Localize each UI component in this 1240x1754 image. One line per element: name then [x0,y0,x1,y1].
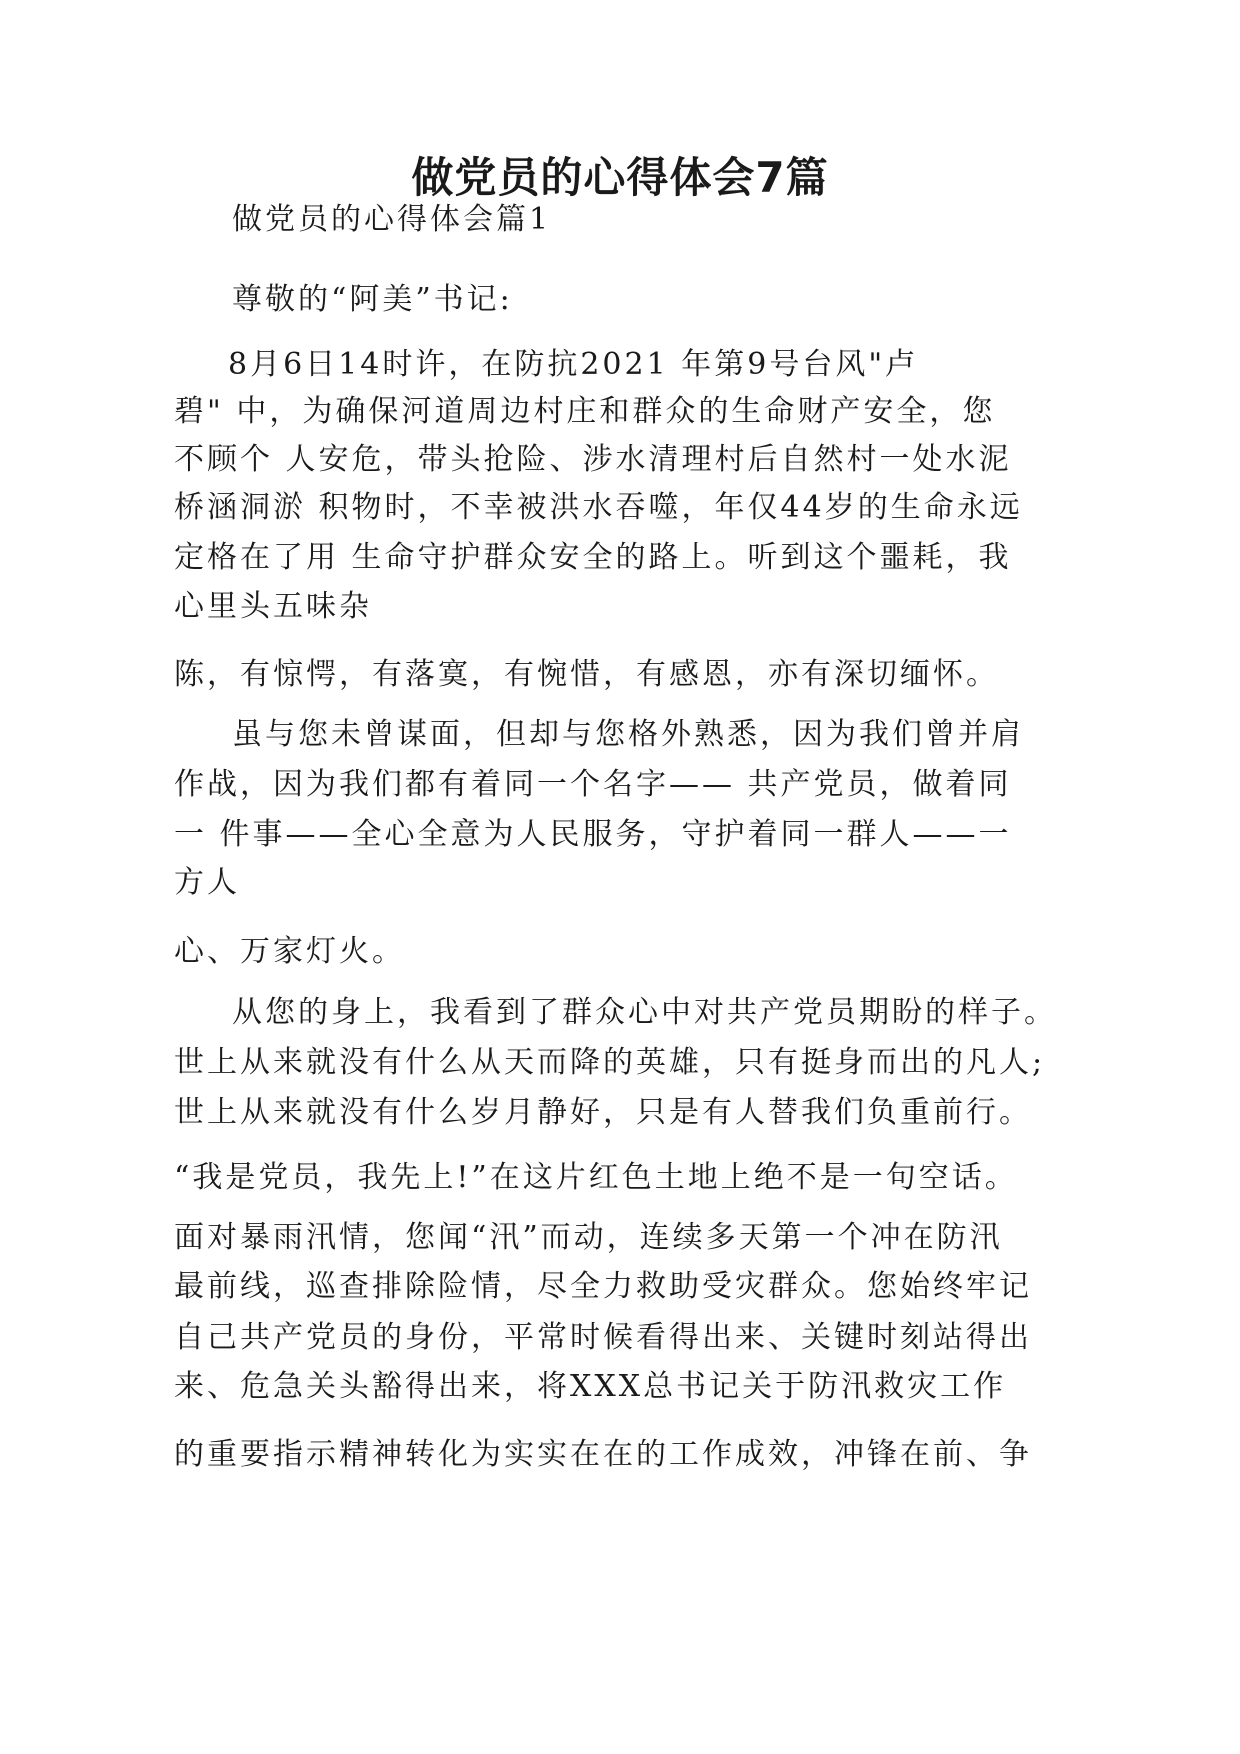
paragraph-line: 不顾个 人安危，带头抢险、涉水清理村后自然村一处水泥 [174,442,1012,477]
paragraph-line: 虽与您未曾谋面，但却与您格外熟悉，因为我们曾并肩 [232,717,1024,752]
paragraph-line: 来、危急关头豁得出来，将XXX总书记关于防汛救灾工作 [174,1369,1007,1404]
paragraph-line: 作战，因为我们都有着同一个名字—— 共产党员，做着同 [174,767,1012,802]
paragraph-line: 桥涵洞淤 积物时，不幸被洪水吞噬，年仅44岁的生命永远 [174,490,1023,525]
document-title: 做党员的心得体会7篇 [411,153,829,202]
paragraph-line: 世上从来就没有什么岁月静好，只是有人替我们负重前行。 [174,1095,1032,1130]
paragraph-line: 从您的身上，我看到了群众心中对共产党员期盼的样子。 [232,995,1057,1030]
paragraph-line: 定格在了用 生命守护群众安全的路上。听到这个噩耗，我 [174,540,1012,575]
paragraph-line: 陈，有惊愕，有落寞，有惋惜，有感恩，亦有深切缅怀。 [174,657,999,692]
paragraph-line: 自己共产党员的身份，平常时候看得出来、关键时刻站得出 [174,1320,1032,1355]
paragraph-line: 方人 [174,865,240,900]
salutation: 尊敬的“阿美”书记: [232,282,513,317]
paragraph-line: 面对暴雨汛情，您闻“汛”而动，连续多天第一个冲在防汛 [174,1220,1003,1255]
paragraph-line: 世上从来就没有什么从天而降的英雄，只有挺身而出的凡人; [174,1045,1046,1080]
section-heading: 做党员的心得体会篇1 [232,202,552,237]
paragraph-line: 心里头五味杂 [174,589,372,624]
paragraph-line: 8月6日14时许，在防抗2021 年第9号台风"卢 [228,347,919,382]
paragraph-line: 碧" 中，为确保河道周边村庄和群众的生命财产安全，您 [174,394,996,429]
paragraph-line: 一 件事——全心全意为人民服务，守护着同一群人——一 [174,817,1012,852]
paragraph-line: 心、万家灯火。 [174,934,405,969]
paragraph-line: 的重要指示精神转化为实实在在的工作成效，冲锋在前、争 [174,1437,1032,1472]
paragraph-line: 最前线，巡查排除险情，尽全力救助受灾群众。您始终牢记 [174,1269,1032,1304]
paragraph-line: “我是党员，我先上!”在这片红色土地上绝不是一句空话。 [174,1160,1018,1195]
